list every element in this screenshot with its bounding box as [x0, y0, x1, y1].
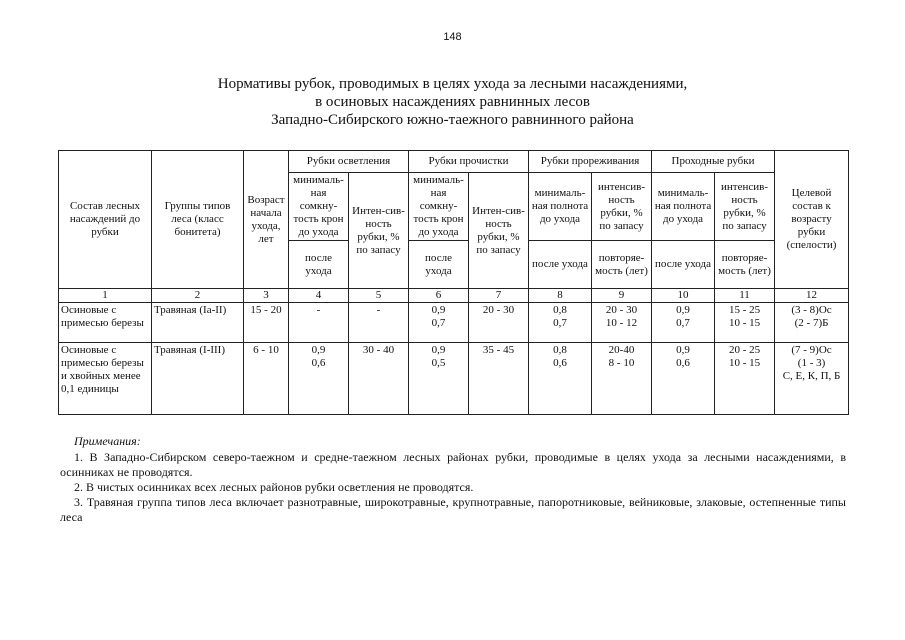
title-line-3: Западно-Сибирского южно-таежного равнинного района	[271, 112, 634, 128]
col-number: 9	[592, 289, 652, 303]
col-number: 3	[244, 289, 289, 303]
header-group-clearing: Рубки осветления	[289, 151, 409, 173]
note-item: 3. Травяная группа типов леса включает разнотравные, широкотравные, крупнотравные, папоротниковые, вейниковые, злаковые, остепненные типы леса	[60, 495, 846, 524]
col-number: 11	[715, 289, 775, 303]
title-line-1: Нормативы рубок, проводимых в целях ухода за лесными насаждениями,	[217, 76, 688, 92]
cell-thinning-intensity	[592, 303, 652, 343]
value-repeat: 10 - 15	[728, 317, 761, 329]
target-line: (1 - 3)	[797, 357, 826, 369]
target-line: (3 - 8)Ос	[791, 304, 832, 316]
value-after: 0,6	[311, 357, 326, 369]
header-age: Возраст начала ухода, лет	[244, 151, 289, 289]
value-before: 0,9	[431, 344, 446, 356]
header-after-care: после ухода	[529, 241, 592, 289]
note-item: 1. В Западно-Сибирском северо-таежном и средне-таежном лесных районах рубки, проводимые в целях ухода за лесными насаждениями, в осинниках не проводятся.	[60, 450, 846, 479]
cell-passage-intensity	[715, 303, 775, 343]
value-before: 0,8	[553, 304, 567, 316]
header-group-passage: Проходные рубки	[652, 151, 775, 173]
value-before: 0,9	[676, 344, 690, 356]
value-repeat: 10 - 12	[605, 317, 638, 329]
target-line: (7 - 9)Ос	[791, 344, 832, 356]
header-intensity-lc: интенсив-ность рубки, % по запасу	[715, 173, 775, 241]
cell-cleaning-intensity: 35 - 45	[469, 343, 529, 415]
cell-thinning-density	[529, 303, 592, 343]
col-number: 6	[409, 289, 469, 303]
column-number-row	[59, 289, 849, 303]
value-after: 0,7	[676, 317, 690, 329]
cell-thinning-density	[529, 343, 592, 415]
title-line-2: в осиновых насаждениях равнинных лесов	[315, 94, 590, 110]
value-repeat: 10 - 15	[728, 357, 761, 369]
cell-cleaning-closure	[409, 343, 469, 415]
cell-passage-intensity	[715, 343, 775, 415]
col-number: 1	[59, 289, 152, 303]
value-before: 0,9	[311, 344, 326, 356]
header-intensity: Интен-сив-ность рубки, % по запасу	[349, 173, 409, 289]
cell-composition: Осиновые с примесью березы и хвойных менее 0,1 единицы	[59, 343, 152, 415]
value-repeat: 8 - 10	[608, 357, 635, 369]
header-repeatability: повторяе-мость (лет)	[592, 241, 652, 289]
value-after: 0,6	[676, 357, 690, 369]
cell-clearing-intensity: 30 - 40	[349, 343, 409, 415]
table-row	[59, 303, 849, 343]
header-min-density: минималь-ная полнота до ухода	[652, 173, 715, 241]
cell-clearing-closure	[289, 303, 349, 343]
norms-table	[58, 150, 849, 415]
header-min-density: минималь-ная полнота до ухода	[529, 173, 592, 241]
header-target: Целевой состав к возрасту рубки (спелости)	[775, 151, 849, 289]
col-number: 5	[349, 289, 409, 303]
cell-clearing-closure	[289, 343, 349, 415]
cell-cleaning-intensity: 20 - 30	[469, 303, 529, 343]
header-after-care: после ухода	[289, 241, 349, 289]
header-composition: Состав лесных насаждений до рубки	[59, 151, 152, 289]
cell-passage-density	[652, 343, 715, 415]
header-after-care: после ухода	[409, 241, 469, 289]
header-group-cleaning: Рубки прочистки	[409, 151, 529, 173]
col-number: 10	[652, 289, 715, 303]
cell-forest-type: Травяная (I-III)	[152, 343, 244, 415]
cell-clearing-intensity: -	[349, 303, 409, 343]
header-repeatability: повторяе-мость (лет)	[715, 241, 775, 289]
value-before: 0,8	[553, 344, 567, 356]
header-forest-types: Группы типов леса (класс бонитета)	[152, 151, 244, 289]
value-intensity: 20 - 25	[728, 344, 761, 356]
col-number: 4	[289, 289, 349, 303]
col-number: 2	[152, 289, 244, 303]
cell-forest-type: Травяная (Iа-II)	[152, 303, 244, 343]
col-number: 8	[529, 289, 592, 303]
header-intensity: Интен-сив-ность рубки, % по запасу	[469, 173, 529, 289]
col-number: 7	[469, 289, 529, 303]
cell-age: 15 - 20	[244, 303, 289, 343]
header-after-care: после ухода	[652, 241, 715, 289]
header-min-closure: минималь-ная сомкну-тость крон до ухода	[409, 173, 469, 241]
page-number: 148	[443, 31, 462, 43]
cell-target	[775, 343, 849, 415]
value-after: 0,7	[431, 317, 446, 329]
value-before: 0,9	[431, 304, 446, 316]
value-after: 0,7	[553, 317, 567, 329]
header-min-closure: минималь-ная сомкну-тость крон до ухода	[289, 173, 349, 241]
header-group-thinning: Рубки прореживания	[529, 151, 652, 173]
col-number: 12	[775, 289, 849, 303]
cell-passage-density	[652, 303, 715, 343]
value-after: 0,6	[553, 357, 567, 369]
notes-heading: Примечания:	[74, 434, 141, 448]
document-title	[0, 75, 905, 129]
value-after: 0,5	[431, 357, 446, 369]
target-line: (2 - 7)Б	[794, 317, 829, 329]
target-line: С, Е, К, П, Б	[782, 370, 841, 382]
value-before: -	[316, 304, 321, 316]
cell-target	[775, 303, 849, 343]
value-intensity: 15 - 25	[728, 304, 761, 316]
value-before: 0,9	[676, 304, 690, 316]
cell-age: 6 - 10	[244, 343, 289, 415]
table-row	[59, 343, 849, 415]
notes-section	[60, 434, 846, 525]
cell-cleaning-closure	[409, 303, 469, 343]
cell-thinning-intensity	[592, 343, 652, 415]
note-item: 2. В чистых осинниках всех лесных районов рубки осветления не проводятся.	[74, 480, 474, 494]
cell-composition: Осиновые с примесью березы	[59, 303, 152, 343]
value-intensity: 20-40	[608, 344, 635, 356]
value-intensity: 20 - 30	[605, 304, 638, 316]
header-intensity-lc: интенсив-ность рубки, % по запасу	[592, 173, 652, 241]
